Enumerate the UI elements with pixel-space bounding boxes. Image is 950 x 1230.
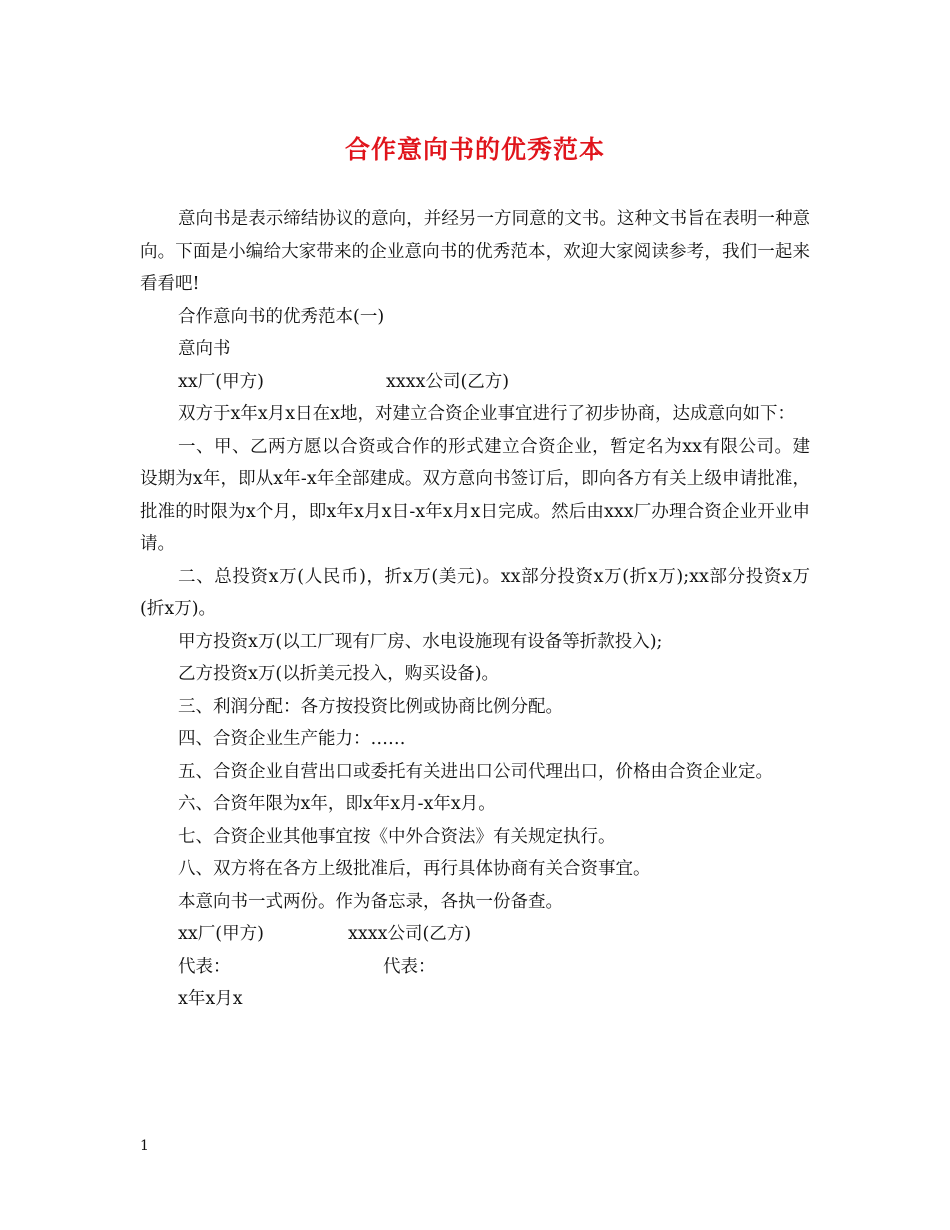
party-b: xxxx公司(乙方) bbox=[386, 371, 510, 392]
clause-2: 二、总投资x万(人民币)，折x万(美元)。xx部分投资x万(折x万);xx部分投资x万(折x万)。 bbox=[140, 566, 810, 619]
sign-party-a: xx厂(甲方) bbox=[178, 924, 264, 944]
clause-2a: 甲方投资x万(以工厂现有厂房、水电设施现有设备等折款投入); bbox=[178, 631, 663, 652]
date-line: x年x月x bbox=[178, 989, 243, 1009]
signature-parties-line bbox=[140, 918, 810, 951]
clause-2b: 乙方投资x万(以折美元投入，购买设备)。 bbox=[178, 664, 500, 684]
page-number: 1 bbox=[140, 1138, 149, 1154]
copies-paragraph: 本意向书一式两份。作为备忘录，各执一份备查。 bbox=[178, 891, 563, 912]
document-title: 合作意向书的优秀范本 bbox=[344, 135, 605, 164]
clause-5: 五、合资企业自营出口或委托有关进出口公司代理出口，价格由合资企业定。 bbox=[178, 761, 773, 782]
intro-paragraph: 意向书是表示缔结协议的意向，并经另一方同意的文书。这种文书旨在表明一种意向。下面是小编给大家带来的企业意向书的优秀范本，欢迎大家阅读参考，我们一起来看看吧! bbox=[140, 209, 810, 294]
rep-a: 代表： bbox=[178, 956, 231, 977]
clause-8: 八、双方将在各方上级批准后，再行具体协商有关合资事宜。 bbox=[178, 859, 651, 879]
document-body bbox=[140, 203, 810, 1016]
clause-3: 三、利润分配：各方按投资比例或协商比例分配。 bbox=[178, 696, 563, 717]
representatives-line bbox=[140, 951, 810, 984]
sign-party-b: xxxx公司(乙方) bbox=[348, 924, 472, 944]
clause-6: 六、合资年限为x年，即x年x月-x年x月。 bbox=[178, 794, 496, 814]
sample-heading: 合作意向书的优秀范本(一) bbox=[178, 306, 385, 327]
rep-b: 代表： bbox=[383, 956, 436, 977]
opening-paragraph: 双方于x年x月x日在x地，对建立合资企业事宜进行了初步协商，达成意向如下： bbox=[178, 404, 795, 424]
party-a: xx厂(甲方) bbox=[178, 371, 264, 392]
parties-line bbox=[140, 366, 810, 399]
clause-4: 四、合资企业生产能力：…… bbox=[178, 729, 406, 749]
clause-1: 一、甲、乙两方愿以合资或合作的形式建立合资企业，暂定名为xx有限公司。建设期为x年，即从x年-x年全部建成。双方意向书签订后，即向各方有关上级申请批准，批准的时限为x个月，即x年x月x日-x年x月x日完成。然后由xxx厂办理合资企业开业申 请。 bbox=[140, 436, 810, 554]
clause-7: 七、合资企业其他事宜按《中外合资法》有关规定执行。 bbox=[178, 826, 616, 847]
doc-heading: 意向书 bbox=[178, 339, 231, 359]
